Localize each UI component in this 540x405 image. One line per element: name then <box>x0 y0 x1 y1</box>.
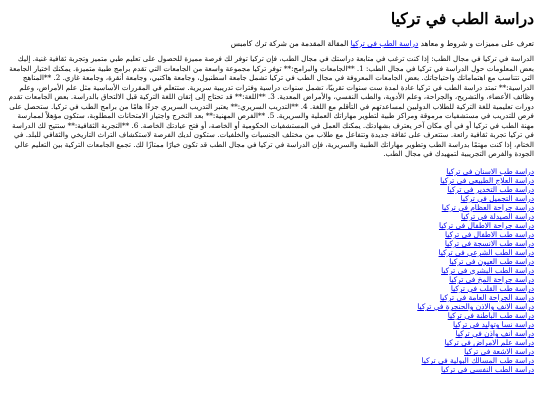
list-item <box>6 212 534 221</box>
related-link[interactable]: دراسة طب العيون فى تركيا <box>449 257 534 267</box>
list-item <box>6 221 534 230</box>
related-link[interactable]: دراسة الانف والاذن والحنجرة في تركيا <box>417 302 534 312</box>
related-link[interactable]: دراسة طب الاطفال فى تركيا <box>445 229 534 239</box>
related-link[interactable]: دراسة الاشعة في تركيا <box>464 347 534 357</box>
related-link[interactable]: دراسة جراحة العظام في تركيا <box>441 202 534 212</box>
list-item <box>6 185 534 194</box>
related-link[interactable]: دراسة الطب الشرعي فى تركيا <box>438 248 534 257</box>
list-item <box>6 230 534 239</box>
related-link[interactable]: دراسة الجراحة العامة فى تركيا <box>439 293 534 303</box>
related-link[interactable]: دراسة طب الاسنان في تركيا <box>446 166 534 176</box>
related-link[interactable]: دراسة طب التخدير فى تركيا <box>447 184 534 194</box>
related-link[interactable]: دراسة علم الامراض في تركيا <box>444 338 534 348</box>
list-item <box>6 365 534 374</box>
list-item <box>6 356 534 365</box>
related-link[interactable]: دراسة العلاج الطبيعي فى تركيا <box>440 175 534 185</box>
list-item <box>6 302 534 311</box>
intro-link[interactable]: دراسة الطب فى تركيا <box>350 38 419 48</box>
related-link[interactable]: دراسة الطب النفسي في تركيا <box>441 365 534 375</box>
related-link[interactable]: دراسة طب القلب في تركيا <box>450 284 534 294</box>
list-item <box>6 347 534 356</box>
related-link[interactable]: دراسة جراحة المخ فى تركيا <box>449 275 534 285</box>
list-item <box>6 239 534 248</box>
list-item <box>6 176 534 185</box>
list-item <box>6 311 534 320</box>
related-link[interactable]: دراسة طب الانسجة فى تركيا <box>444 238 534 248</box>
list-item <box>6 320 534 329</box>
related-link[interactable]: دراسة نسا وتوليد في تركيا <box>452 320 534 330</box>
intro-prefix: تعرف على مميزات و شروط و معاهد <box>418 38 534 48</box>
related-link[interactable]: دراسة الصيدلة في تركيا <box>461 211 534 221</box>
related-link[interactable]: دراسة طب الباطنة في تركيا <box>447 311 534 321</box>
list-item <box>6 338 534 347</box>
related-link[interactable]: دراسة طب المسالك البولية في تركيا <box>421 356 534 366</box>
intro-line <box>6 39 534 49</box>
list-item <box>6 284 534 293</box>
related-link[interactable]: دراسة التجميل في تركيا <box>460 193 534 203</box>
intro-suffix: المقالة المقدمة من شركة ترك كامبس <box>230 38 351 48</box>
list-item <box>6 194 534 203</box>
list-item <box>6 329 534 338</box>
list-item <box>6 275 534 284</box>
related-link[interactable]: دراسة جراحة الاطفال فى تركيا <box>438 220 534 230</box>
list-item <box>6 203 534 212</box>
related-link[interactable]: دراسة الطب البشري فى تركيا <box>441 266 534 276</box>
list-item <box>6 248 534 257</box>
list-item <box>6 167 534 176</box>
list-item <box>6 266 534 275</box>
page-title: دراسة الطب في تركيا <box>390 9 534 28</box>
article-body: الدراسة في تركيا في مجال الطب: إذا كنت ترغب في متابعة دراستك في مجال الطب، فإن تركيا توفر لك فرصة مميزة للحصول على تعليم طبي متميز وتجربة ثقافية غنية. إليك بعض المعلومات حول الدراسة في تركيا في مجال الطب: 1. **الجامعات والبرامج:** توفر تركيا مجموعة واسعة من الجامعات التي تقدم برامج طبية متميزة. يمكنك اختيار الجامعة التي تتناسب مع اهتماماتك واحتياجاتك. بعض الجامعات المعروفة في مجال الطب في تركيا تشمل جامعة اسطنبول، وجامعة هاكتبي، وجامعة أنقرة، وجامعة غازي. 2. **المناهج الدراسية:** تمتد دراسة الطب في تركيا عادة لمدة ست سنوات تقريبًا، تشمل سنوات دراسية وفترات تدريبية سريرية. ستتعلم في المقررات الأساسية مثل علم الأمراض، وعلم وظائف الأعضاء، والتشريح، والجراحة، وعلم الأدوية، والطب النفسي، والأمراض المعدية. 3. **اللغة:** قد تحتاج إلى إتقان اللغة التركية قبل الالتحاق بالدراسة. بعض الجامعات تقدم دورات تعليمية للغة التركية للطلاب الدوليين لمساعدتهم في التأقلم مع اللغة. 4. **التدريب السريري:** يعتبر التدريب السريري جزءًا هامًا من برامج الطب في تركيا. ستحصل على فرص للتدريب في مستشفيات مرموقة ومراكز طبية لتطوير مهاراتك العملية والسريرية. 5. **الفرص المهنية:** بعد التخرج واجتياز الامتحانات المطلوبة، ستكون مؤهلاً لممارسة مهنة الطب في تركيا أو في أي مكان آخر يعترف بشهادتك. يمكنك العمل في المستشفيات الحكومية أو الخاصة، أو فتح عيادتك الخاصة. 6. **التجربة الثقافية:** ستتيح لك الدراسة في تركيا تجربة ثقافية رائعة. ستتعرف على ثقافة جديدة وتتفاعل مع طلاب من مختلف الجنسيات والخلفيات. ستكون لديك الفرصة لاستكشاف التراث التاريخي والثقافي للبلد. في الختام، إذا كنت مهتمًا بدراسة الطب وتطوير مهاراتك الطبية والسريرية، فإن الدراسة في تركيا في مجال الطب قد تكون خيارًا ممتازًا لك. تجمع الجامعات التركية بين التعليم عالي الجودة والفرص التجريبية لتمهيدك في مجال الطب. <box>8 54 534 159</box>
related-links-list <box>6 167 534 375</box>
list-item <box>6 257 534 266</box>
list-item <box>6 293 534 302</box>
related-link[interactable]: دراسة انف واذن في تركيا <box>455 329 534 339</box>
